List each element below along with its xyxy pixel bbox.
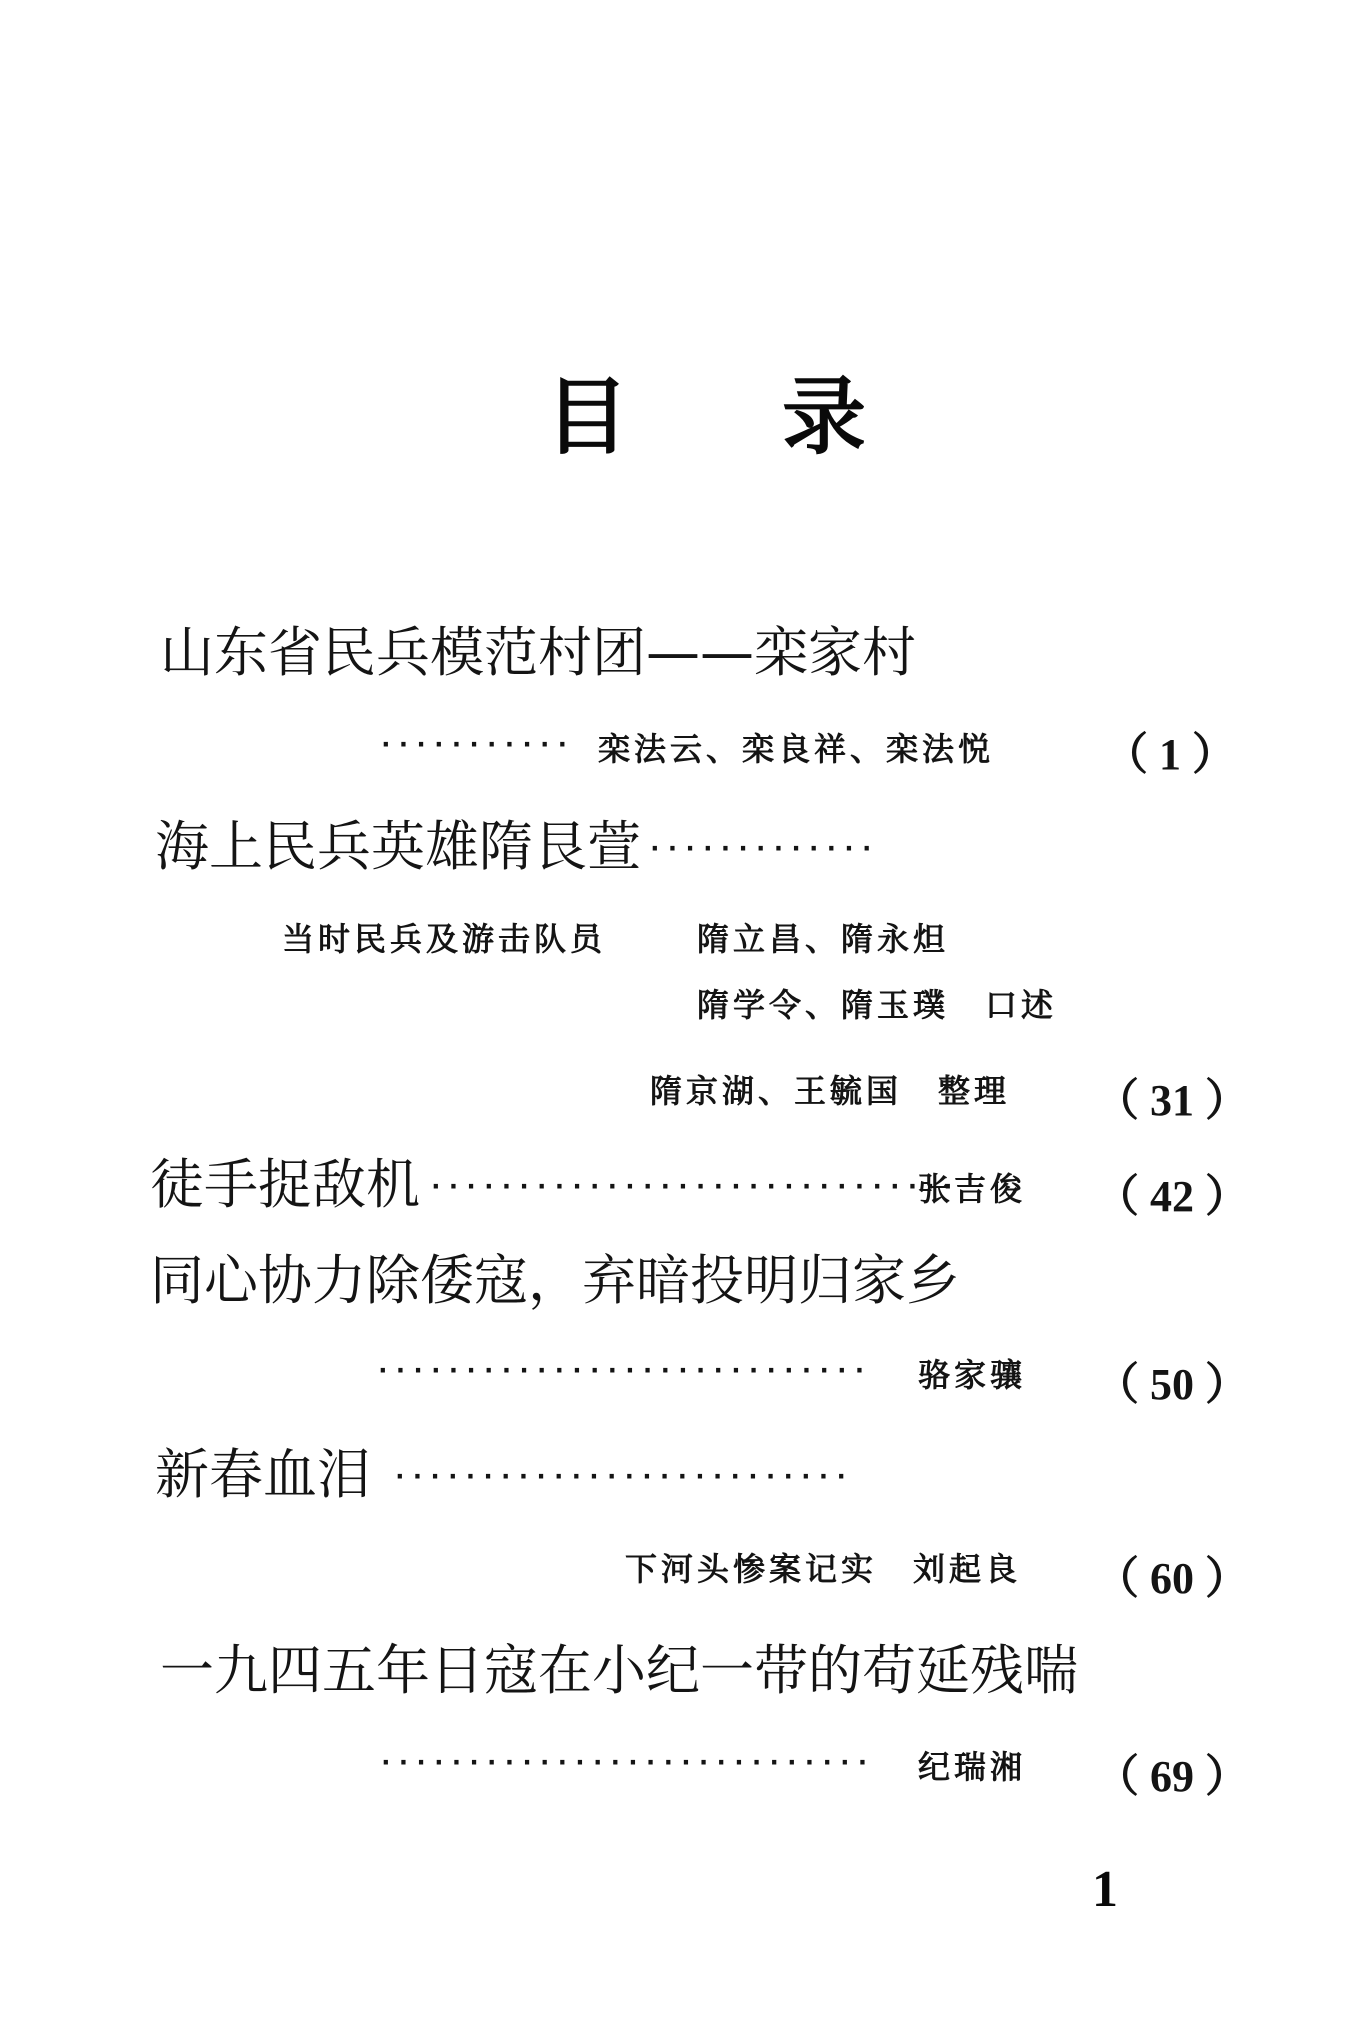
toc-entry-page: （ 50 ） <box>1095 1360 1249 1409</box>
toc-entry-title: 徒手捉敌机 <box>150 1153 420 1216</box>
toc-entry-title: 一九四五年日寇在小纪一带的苟延残喘 <box>160 1639 1078 1702</box>
toc-entry-title: 新春血泪 <box>155 1443 371 1506</box>
toc-entry-page: （ 42 ） <box>1095 1172 1249 1221</box>
toc-entry-author: 骆家骧 <box>918 1356 1027 1394</box>
toc-leader-dots: ············· <box>647 834 877 864</box>
toc-entry-page: （ 69 ） <box>1095 1752 1249 1801</box>
toc-leader-dots: ··········· <box>378 730 573 760</box>
toc-heading-char-1: 目 <box>545 367 630 466</box>
toc-entry-title: 山东省民兵模范村团——栾家村 <box>160 621 916 684</box>
page-number: 1 <box>1092 1861 1118 1918</box>
toc-entry-title: 同心协力除倭寇，弃暗投明归家乡 <box>150 1249 960 1312</box>
toc-entry-editor: 隋京湖、王毓国 整理 <box>650 1072 1011 1110</box>
toc-entry-page: （ 60 ） <box>1095 1554 1249 1603</box>
toc-leader-dots: ···························· <box>378 1748 873 1778</box>
toc-entry-author: 下河头惨案记实 刘起良 <box>625 1550 1022 1588</box>
toc-entry-title: 海上民兵英雄隋艮萱 <box>155 815 641 878</box>
toc-entry-page: （ 31 ） <box>1095 1076 1249 1125</box>
toc-leader-dots: ······························ <box>428 1172 958 1202</box>
toc-entry-author: 张吉俊 <box>918 1170 1027 1208</box>
toc-entry-author: 隋学令、隋玉璞 口述 <box>697 986 1058 1024</box>
toc-entry-author: 栾法云、栾良祥、栾法悦 <box>598 730 995 768</box>
toc-entry-author: 隋立昌、隋永炟 <box>697 920 950 958</box>
toc-entry-page: （ 1 ） <box>1104 730 1236 779</box>
toc-entry-author: 纪瑞湘 <box>918 1748 1027 1786</box>
toc-leader-dots: ·························· <box>392 1462 851 1492</box>
toc-heading-char-2: 录 <box>782 367 867 466</box>
toc-entry-author-label: 当时民兵及游击队员 <box>282 920 607 958</box>
toc-leader-dots: ···························· <box>375 1356 870 1386</box>
